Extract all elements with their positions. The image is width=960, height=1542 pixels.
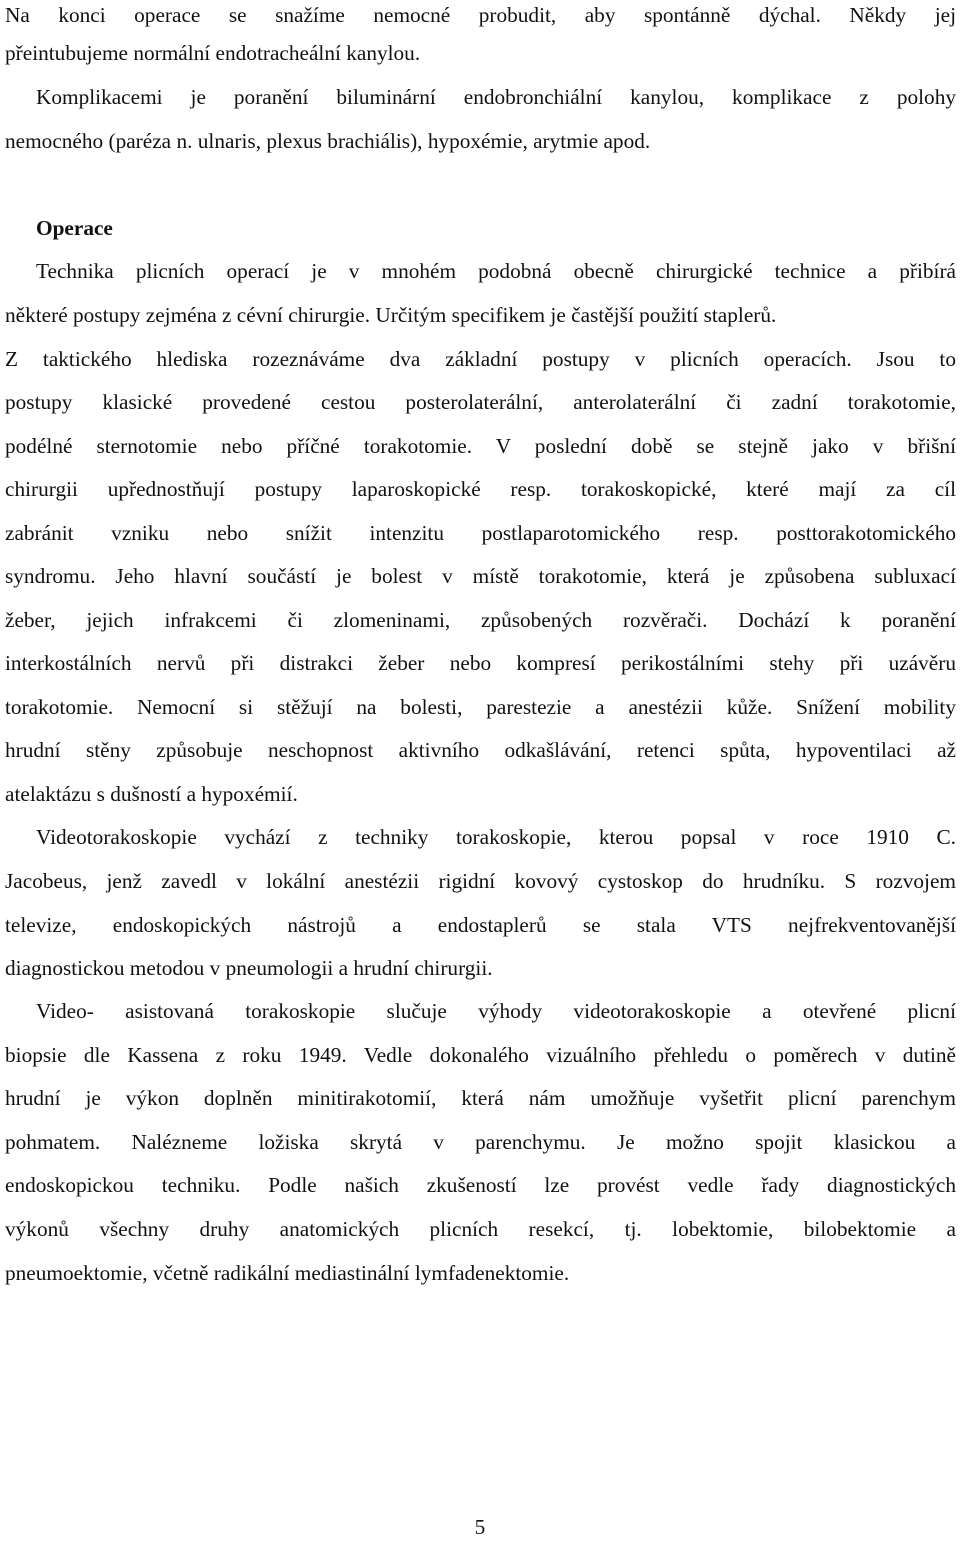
text-line: pneumoektomie, včetně radikální mediastinální lymfadenektomie.: [5, 1261, 570, 1285]
page-number: 5: [474, 1515, 486, 1539]
text-line: hrudní stěny způsobuje neschopnost aktivního odkašlávání, retenci spůta, hypoventilaci až: [5, 738, 956, 762]
text-line: interkostálních nervů při distrakci žeber nebo kompresí perikostálními stehy při uzávěru: [5, 651, 956, 675]
text-line: některé postupy zejména z cévní chirurgie. Určitým specifikem je častější použití staplerů.: [5, 303, 777, 327]
text-line: postupy klasické provedené cestou posterolaterální, anterolaterální či zadní torakotomie,: [5, 390, 956, 414]
text-line: pohmatem. Nalézneme ložiska skrytá v parenchymu. Je možno spojit klasickou a: [5, 1130, 956, 1154]
text-line: Technika plicních operací je v mnohém podobná obecně chirurgické technice a přibírá: [36, 259, 956, 283]
text-line: Jacobeus, jenž zavedl v lokální anestézii rigidní kovový cystoskop do hrudníku. S rozvojem: [5, 869, 956, 893]
text-line: Videotorakoskopie vychází z techniky torakoskopie, kterou popsal v roce 1910 C.: [36, 825, 956, 849]
text-line: zabránit vzniku nebo snížit intenzitu postlaparotomického resp. posttorakotomického: [5, 521, 956, 545]
text-line: žeber, jejich infrakcemi či zlomeninami, způsobených rozvěrači. Dochází k poranění: [5, 608, 956, 632]
text-line: diagnostickou metodou v pneumologii a hrudní chirurgii.: [5, 956, 493, 980]
text-line: podélné sternotomie nebo příčné torakotomie. V poslední době se stejně jako v břišní: [5, 434, 956, 458]
text-line: torakotomie. Nemocní si stěžují na bolesti, parestezie a anestézii kůže. Snížení mobility: [5, 695, 956, 719]
text-line: syndromu. Jeho hlavní součástí je bolest v místě torakotomie, která je způsobena subluxací: [5, 564, 956, 588]
text-line: atelaktázu s dušností a hypoxémií.: [5, 782, 298, 806]
text-line: Video- asistovaná torakoskopie slučuje výhody videotorakoskopie a otevřené plicní: [36, 999, 956, 1023]
text-line: endoskopickou techniku. Podle našich zkušeností lze provést vedle řady diagnostických: [5, 1173, 956, 1197]
section-heading: Operace: [36, 216, 113, 240]
text-line: Komplikacemi je poranění biluminární endobronchiální kanylou, komplikace z polohy: [36, 85, 956, 109]
text-line: výkonů všechny druhy anatomických plicních resekcí, tj. lobektomie, bilobektomie a: [5, 1217, 956, 1241]
text-line: biopsie dle Kassena z roku 1949. Vedle dokonalého vizuálního přehledu o poměrech v dutině: [5, 1043, 956, 1067]
text-line: přeintubujeme normální endotracheální kanylou.: [5, 41, 421, 65]
text-line: Z taktického hlediska rozeznáváme dva základní postupy v plicních operacích. Jsou to: [5, 347, 956, 371]
text-line: nemocného (paréza n. ulnaris, plexus brachiális), hypoxémie, arytmie apod.: [5, 129, 651, 153]
text-line: chirurgii upřednostňují postupy laparoskopické resp. torakoskopické, které mají za cíl: [5, 477, 956, 501]
text-line: Na konci operace se snažíme nemocné probudit, aby spontánně dýchal. Někdy jej: [5, 3, 956, 27]
text-line: hrudní je výkon doplněn minitirakotomií, která nám umožňuje vyšetřit plicní parenchym: [5, 1086, 956, 1110]
text-line: televize, endoskopických nástrojů a endostaplerů se stala VTS nejfrekventovanější: [5, 913, 956, 937]
